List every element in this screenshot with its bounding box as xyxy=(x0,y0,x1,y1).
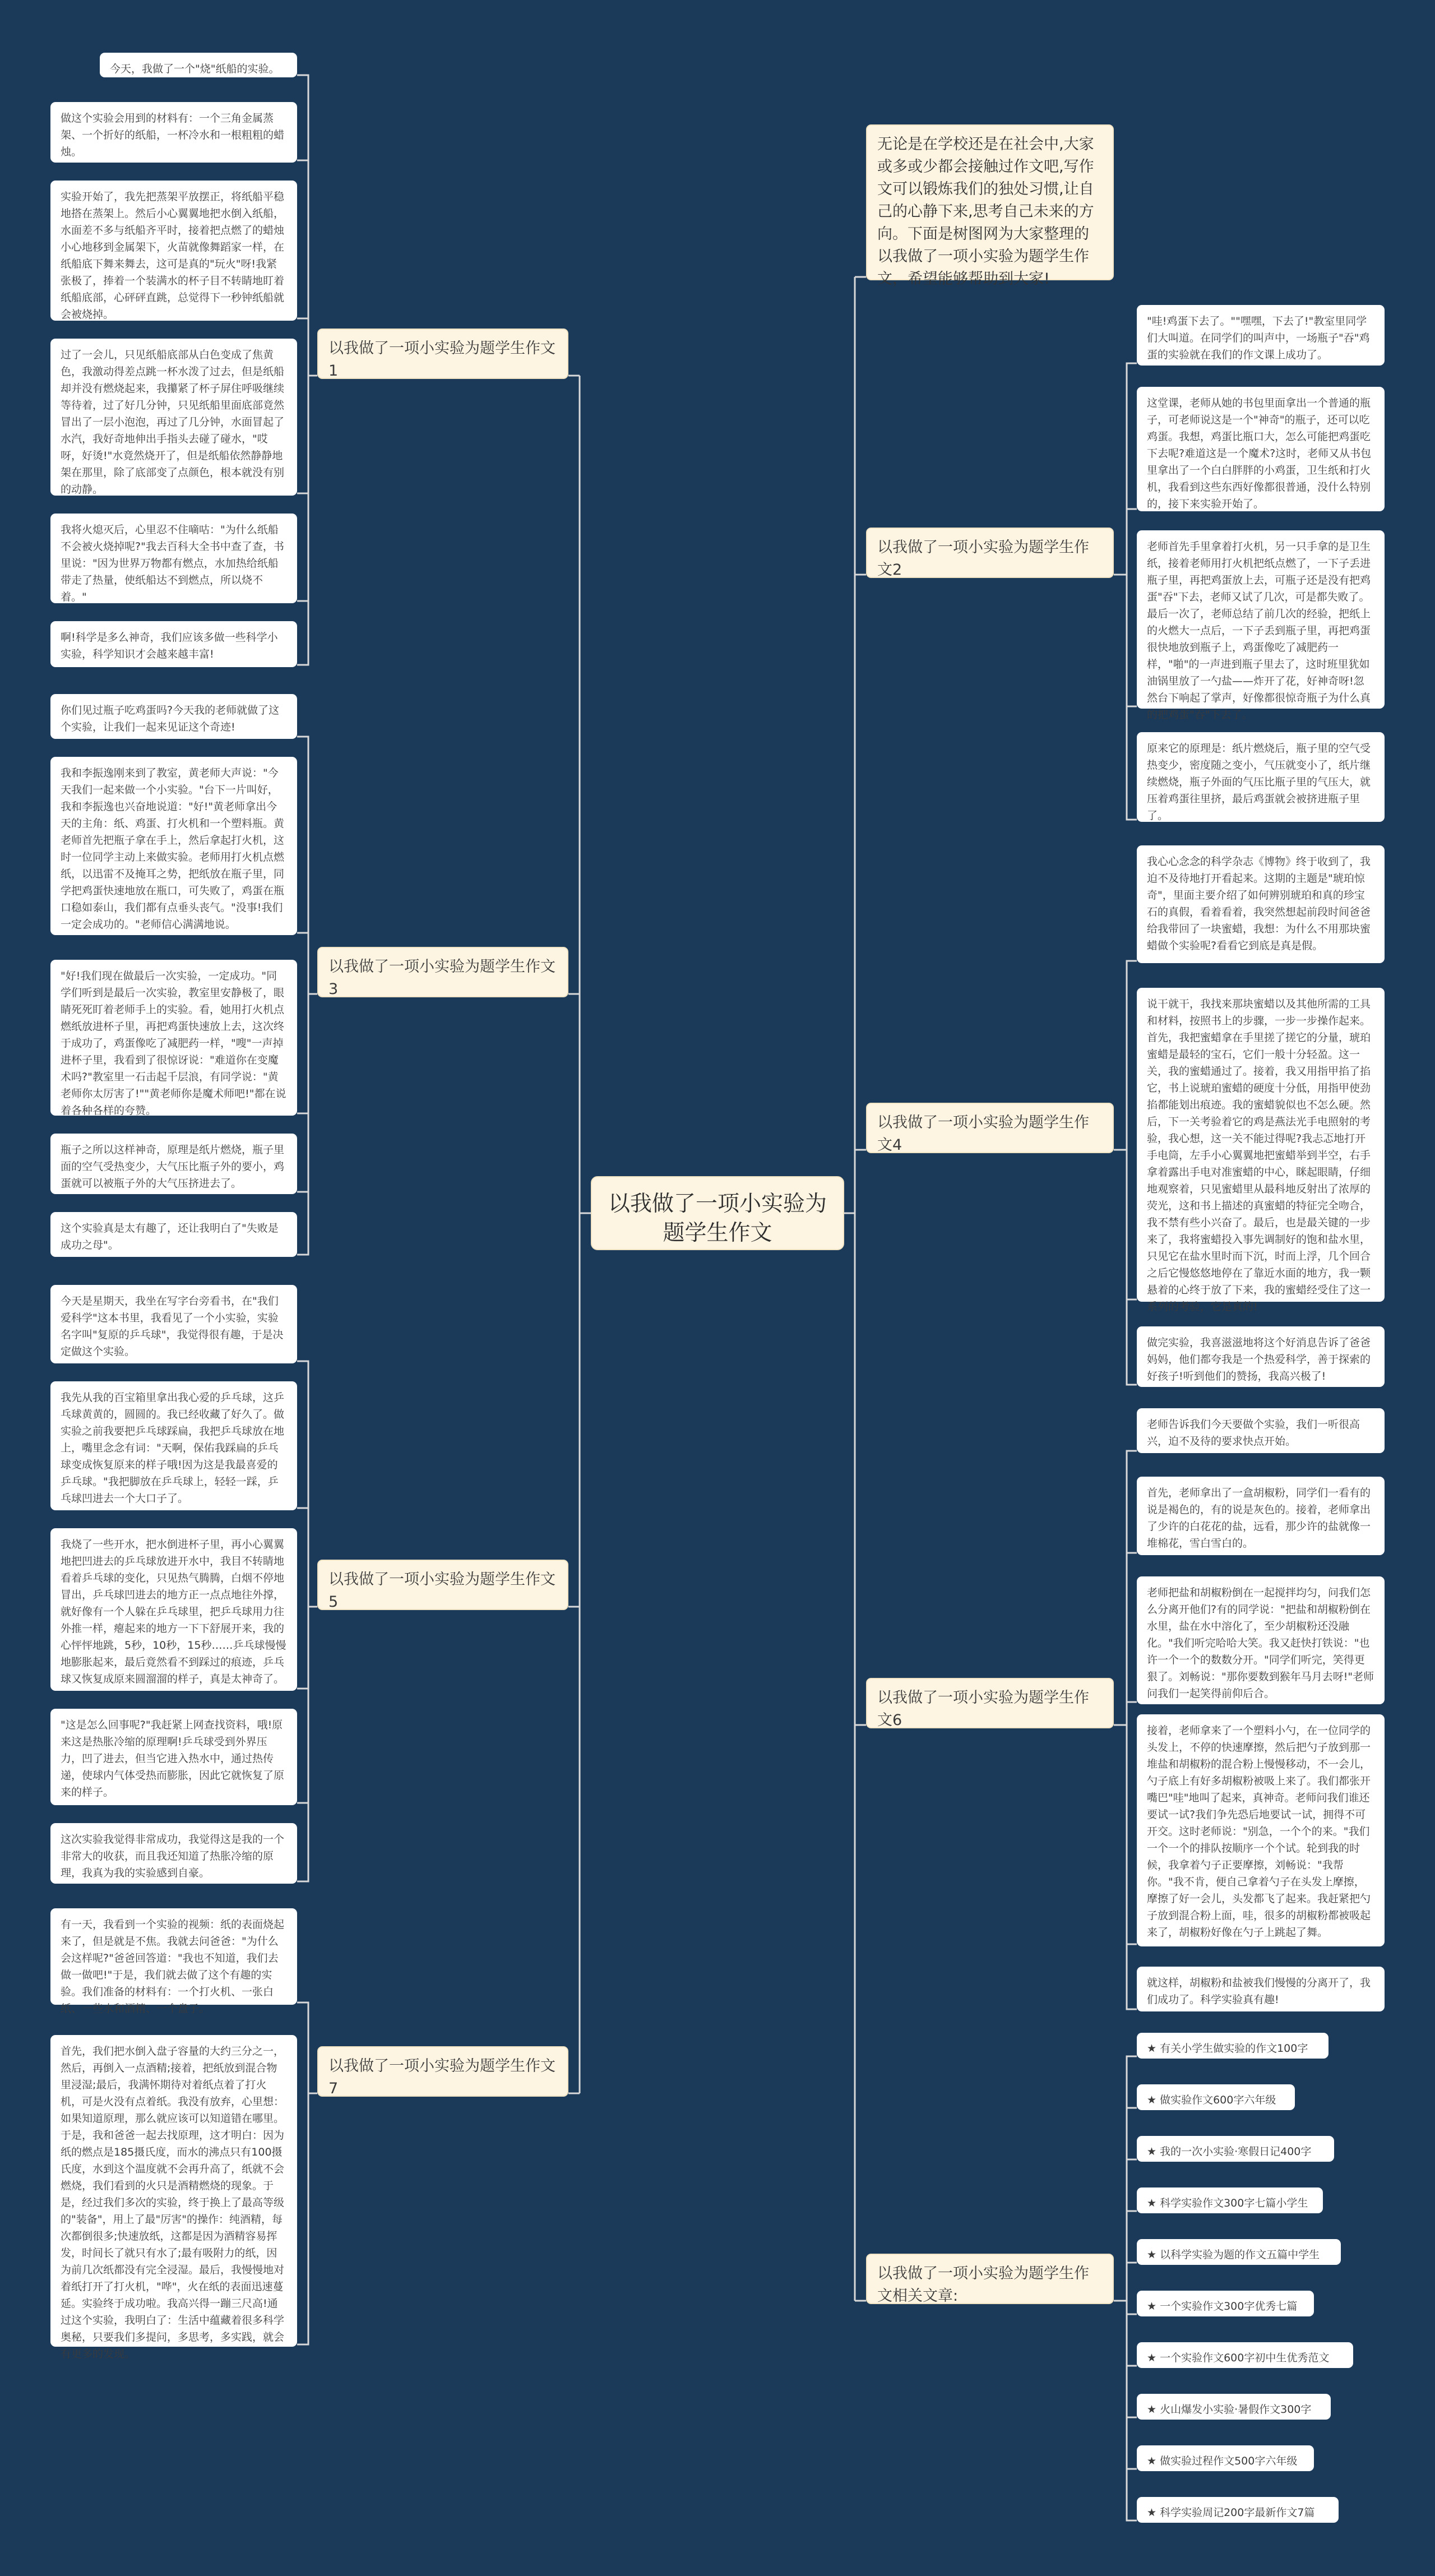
connector-line xyxy=(1114,575,1137,706)
text-card: 有一天，我看到一个实验的视频：纸的表面烧起来了，但是就是不焦。我就去问爸爸："为什么会这样呢?"爸爸回答道："我也不知道，我们去做一做吧!"于是，我们就去做了这个有趣的实验。我们准备的材料有：一个打火机、一张白纸、一些水和酒精、一个盘子。 xyxy=(50,1908,297,2005)
text-card: 就这样，胡椒粉和盐被我们慢慢的分离开了，我们成功了。科学实验真有趣! xyxy=(1137,1967,1385,2011)
branch-2[interactable]: 以我做了一项小实验为题学生作文2 xyxy=(866,528,1114,578)
connector-line xyxy=(855,1150,866,1213)
text-card: 首先，我们把水倒入盘子容量的大约三分之一，然后，再倒入一点酒精;接着，把纸放到混合物里浸湿;最后，我满怀期待对着纸点着了打火机，可是火没有点着纸。我没有放弃，心里想：如果知道原理，那么就应该可以知道错在哪里。于是，我和爸爸一起去找原理，这才明白：因为纸的燃点是185摄氏度，而水的沸点只有100摄氏度，水到这个温度就不会再升高了，纸就不会燃烧，我们看到的火只是酒精燃烧的现象。于是，经过我们多次的实验，终于换上了最高等级的"装备"，用上了最"厉害"的操作：纯酒精，每次都倒很多;快速放纸，这都是因为酒精容易挥发，时间长了就只有水了;最有吸附力的纸，因为前几次纸都没有完全浸湿。最后，我慢慢地对着纸打开了打火机，"哗"，火在纸的表面迅速蔓延。实验终于成功啦。我高兴得一蹦三尺高!通过这个实验，我明白了：生活中蕴藏着很多科学奥秘，只要我们多提问，多思考，多实践，就会有更多的发现。 xyxy=(50,2035,297,2347)
root-topic[interactable]: 以我做了一项小实验为题学生作文 xyxy=(591,1176,844,1250)
connector-line xyxy=(568,1213,580,1607)
connector-line xyxy=(297,1607,317,1881)
text-card: 你们见过瓶子吃鸡蛋吗?今天我的老师就做了这个实验，让我们一起来见证这个奇迹! xyxy=(50,694,297,739)
text-card: 这个实验真是太有趣了，还让我明白了"失败是成功之母"。 xyxy=(50,1212,297,1257)
related-link[interactable]: ★ 科学实验周记200字最新作文7篇 xyxy=(1137,2497,1339,2523)
text-card: 老师首先手里拿着打火机，另一只手拿的是卫生纸，接着老师用打火机把纸点燃了，一下子丢进瓶子里，再把鸡蛋放上去，可瓶子还是没有把鸡蛋"吞"下去，老师又试了几次，可是都失败了。最后一次了，老师总结了前几次的经验，把纸上的火燃大一点后，一下子丢到瓶子里，再把鸡蛋很快地放到瓶子上，鸡蛋像吃了减肥药一样，"啪"的一声进到瓶子里去了，这时班里犹如油锅里放了一勺盐——炸开了花，好神奇呀!忽然台下响起了掌声，好像都很惊奇瓶子为什么真的把鸡蛋"吞"下去了。 xyxy=(1137,530,1385,709)
connector-line xyxy=(1114,2159,1137,2301)
connector-line xyxy=(1114,961,1137,1150)
text-card: 说干就干，我找来那块蜜蜡以及其他所需的工具和材料，按照书上的步骤，一步一步操作起来。首先，我把蜜蜡拿在手里搓了搓它的分量，琥珀蜜蜡是最轻的宝石，它们一般十分轻盈。这一关，我的蜜蜡通过了。接着，我又用指甲掐了掐它，书上说琥珀蜜蜡的硬度十分低，用指甲使劲掐都能划出痕迹。我的蜜蜡貌似也不怎么硬。然后，下一关考验着它的鸡是燕法光手电照射的考验，我心想，这一关不能过得呢?我忐忑地打开手电筒，左手小心翼翼地把蜜蜡举到半空，右手拿着露出手电对准蜜蜡的中心，眯起眼睛，仔细地观察着，只见蜜蜡里从最科地反射出了浓厚的荧光，这和书上描述的真蜜蜡的特征完全吻合，我不禁有些小兴奋了。最后，也是最关键的一步来了，我将蜜蜡投入事先调制好的饱和盐水里，只见它在盐水里时而下沉，时而上浮，几个回合之后它慢悠悠地停在了靠近水面的地方，我一颗悬着的心终于放了下来，我的蜜蜡经受住了这一系列的考验，它是真的! xyxy=(1137,988,1385,1302)
connector-line xyxy=(1114,363,1137,575)
text-card: 我烧了一些开水，把水倒进杯子里，再小心翼翼地把凹进去的乒乓球放进开水中，我目不转睛地看着乒乓球的变化，只见热气腾腾，白烟不停地冒出，乒乓球凹进去的地方正一点点地往外撑，就好像有一个人躲在乒乓球里，把乒乓球用力往外推一样，瘪起来的地方一下下舒展开来，我的心怦怦地跳，5秒，10秒，15秒……乒乓球慢慢地膨胀起来，最后竟然看不到踩过的痕迹，乒乓球又恢复成原来圆溜溜的样子，真是太神奇了。 xyxy=(50,1528,297,1691)
text-card: 啊!科学是多么神奇，我们应该多做一些科学小实验，科学知识才会越来越丰富! xyxy=(50,621,297,667)
text-card: 瓶子之所以这样神奇，原理是纸片燃烧，瓶子里面的空气受热变少，大气压比瓶子外的要小，鸡蛋就可以被瓶子外的大气压挤进去了。 xyxy=(50,1134,297,1194)
connector-line xyxy=(297,737,317,994)
connector-line xyxy=(297,1361,317,1607)
connector-line xyxy=(1114,1150,1137,1385)
text-card: 我先从我的百宝箱里拿出我心爱的乒乓球，这乒乓球黄黄的，圆圆的。我已经收藏了好久了。做实验之前我要把乒乓球踩扁，我把乒乓球放在地上，嘴里念念有词："天啊，保佑我踩扁的乒乓球变成恢复原来的样子哦!因为这是我最喜爱的乒乓球。"我把脚放在乒乓球上，轻轻一踩，乒乓球凹进去一个大口子了。 xyxy=(50,1381,297,1510)
related-link[interactable]: ★ 科学实验作文300字七篇小学生 xyxy=(1137,2187,1323,2213)
connector-line xyxy=(1114,575,1137,820)
text-card: 实验开始了，我先把蒸架平放摆正，将纸船平稳地搭在蒸架上。然后小心翼翼地把水倒入纸船，水面差不多与纸船齐平时，接着把点燃了的蜡烛小心地移到金属架下，火苗就像舞蹈家一样，在纸船底下舞来舞去，这可是真的"玩火"呀!我紧张极了，捧着一个装满水的杯子目不转睛地盯着纸船底部，心砰砰直跳，总觉得下一秒钟纸船就会被烧掉。 xyxy=(50,181,297,321)
branch-1[interactable]: 以我做了一项小实验为题学生作文1 xyxy=(317,329,568,379)
connector-line xyxy=(1114,2301,1137,2314)
connector-line xyxy=(1114,1725,1137,2009)
text-card: 原来它的原理是：纸片燃烧后，瓶子里的空气受热变少，密度随之变小，气压就变小了，纸片继续燃烧，瓶子外面的气压比瓶子里的气压大，就压着鸡蛋往里挤，最后鸡蛋就会被挤进瓶子里了。 xyxy=(1137,732,1385,822)
connector-line xyxy=(297,994,317,1255)
text-card: 我心心念念的科学杂志《博物》终于收到了，我迫不及待地打开看起来。这期的主题是"琥珀惊奇"，里面主要介绍了如何辨别琥珀和真的珍宝石的真假，看着看着，我突然想起前段时间爸爸给我带回了一块蜜蜡，我想：为什么不用那块蜜蜡做个实验呢?看看它到底是真是假。 xyxy=(1137,845,1385,963)
text-card: 我和李振逸刚来到了教室，黄老师大声说："今天我们一起来做一个小实验。"台下一片叫好，我和李振逸也兴奋地说道："好!"黄老师拿出今天的主角：纸、鸡蛋、打火机和一个塑料瓶。黄老师首先把瓶子拿在手上，然后拿起打火机，这时一位同学主动上来做实验。老师用打火机点燃纸，以迅雷不及掩耳之势，把纸放在瓶子里，同学把鸡蛋快速地放在瓶口，可失败了，鸡蛋在瓶口稳如泰山，我们都有点垂头丧气。"没事!我们一定会成功的。"老师信心满满地说。 xyxy=(50,757,297,935)
text-card: 接着，老师拿来了一个塑料小勺，在一位同学的头发上，不停的快速摩擦，然后把勺子放到那一堆盐和胡椒粉的混合粉上慢慢移动，不一会儿，勺子底上有好多胡椒粉被吸上来了。我们都张开嘴巴"哇"地叫了起来，真神奇。老师问我们谁还要试一试?我们争先恐后地要试一试，拥得不可开交。这时老师说："别急，一个个的来。"我们一个一个的排队按顺序一个个试。轮到我的时候，我拿着勺子正要摩擦，刘畅说："我帮你。"我不肯，便自己拿着勺子在头发上摩擦，摩擦了好一会儿，头发都飞了起来。我赶紧把勺子放到混合粉上面，哇，很多的胡椒粉都被吸起来了，胡椒粉好像在勺子上跳起了舞。 xyxy=(1137,1714,1385,1946)
connector-line xyxy=(855,1213,866,1725)
connector-line xyxy=(297,160,317,376)
connector-line xyxy=(855,277,866,1213)
text-card: "好!我们现在做最后一次实验，一定成功。"同学们听到是最后一次实验，教室里安静极了，眼睛死死盯着老师手上的实验。看，她用打火机点燃纸放进杯子里，再把鸡蛋快速放上去，这次终于成功了，鸡蛋像吃了减肥药一样，"嗖"一声掉进杯子里，我看到了很惊讶说："难道你在变魔术吗?"教室里一石击起千层浪，有同学说："黄老师你太厉害了!""黄老师你是魔术师吧!"都在说着各种各样的夸赞。 xyxy=(50,960,297,1116)
text-card: 首先，老师拿出了一盒胡椒粉，同学们一看有的说是褐色的，有的说是灰色的。接着，老师拿出了少许的白花花的盐，远看，那少许的盐就像一堆棉花，雪白雪白的。 xyxy=(1137,1477,1385,1555)
text-card: 这次实验我觉得非常成功，我觉得这是我的一个非常大的收获，而且我还知道了热胀冷缩的原理，我真为我的实验感到自豪。 xyxy=(50,1823,297,1884)
related-link[interactable]: ★ 以科学实验为题的作文五篇中学生 xyxy=(1137,2239,1341,2265)
text-card: 做这个实验会用到的材料有：一个三角金属蒸架、一个折好的纸船，一杯冷水和一根粗粗的蜡烛。 xyxy=(50,102,297,163)
related-link[interactable]: ★ 一个实验作文600字初中生优秀范文 xyxy=(1137,2342,1353,2368)
related-link[interactable]: ★ 我的一次小实验·寒假日记400字 xyxy=(1137,2136,1334,2162)
text-card: 老师把盐和胡椒粉倒在一起搅拌均匀，问我们怎么分离开他们?有的同学说："把盐和胡椒粉倒在水里，盐在水中溶化了，至少胡椒粉还没融化。"我们听完哈哈大笑。我又赶快打铁说："也许一个一个的数数分开。"同学们听完，笑得更狠了。刘畅说："那你要数到猴年马月去呀!"老师问我们一起笑得前仰后合。 xyxy=(1137,1576,1385,1704)
connector-line xyxy=(855,1213,866,2301)
connector-line xyxy=(297,2002,317,2093)
connector-line xyxy=(568,376,580,1213)
text-card: "这是怎么回事呢?"我赶紧上网查找资料，哦!原来这是热胀冷缩的原理啊!乒乓球受到外界压力，凹了进去，但当它进入热水中，通过热传递，使球内气体受热而膨胀，因此它就恢复了原来的样子。 xyxy=(50,1709,297,1805)
branch-6[interactable]: 以我做了一项小实验为题学生作文6 xyxy=(866,1678,1114,1728)
branch-related[interactable]: 以我做了一项小实验为题学生作文相关文章: xyxy=(866,2254,1114,2304)
related-link[interactable]: ★ 有关小学生做实验的作文100字 xyxy=(1137,2033,1328,2059)
connector-line xyxy=(1114,509,1137,575)
connector-line xyxy=(1114,1702,1137,1725)
connector-line xyxy=(1114,2056,1137,2301)
connector-line xyxy=(1114,1150,1137,1299)
connector-line xyxy=(1114,2301,1137,2366)
connector-line xyxy=(297,318,317,376)
related-link[interactable]: ★ 做实验作文600字六年级 xyxy=(1137,2084,1295,2110)
connector-line xyxy=(297,994,317,1113)
text-card: 今天，我做了一个"烧"纸船的实验。 xyxy=(100,53,297,77)
text-card: 我将火熄灭后，心里忍不住嘀咕："为什么纸船不会被火烧掉呢?"我去百科大全书中查了查，书里说："因为世界万物都有燃点，水加热给纸船带走了热量，使纸船达不到燃点，所以烧不着。" xyxy=(50,514,297,603)
connector-line xyxy=(1114,1725,1137,1944)
connector-line xyxy=(568,1213,580,2093)
connector-line xyxy=(297,376,317,601)
connector-line xyxy=(1114,2263,1137,2301)
connector-line xyxy=(855,575,866,1213)
connector-line xyxy=(297,1508,317,1607)
branch-3[interactable]: 以我做了一项小实验为题学生作文3 xyxy=(317,947,568,997)
text-card: 过了一会儿，只见纸船底部从白色变成了焦黄色，我激动得差点跳一杯水泼了过去，但是纸船却并没有燃烧起来，我攥紧了杯子屏住呼吸继续等待着，过了好几分钟，只见纸船里面底部竟然冒出了一层小泡泡，再过了几分钟，水面冒起了水汽，我好奇地伸出手指头去碰了碰水，"哎呀，好烫!"水竟然烧开了，但是纸船依然静静地架在那里，除了底部变了点颜色，根本就没有别的动静。 xyxy=(50,339,297,496)
connector-line xyxy=(1114,2301,1137,2417)
connector-line xyxy=(297,994,317,1192)
connector-line xyxy=(297,1607,317,1689)
text-card: 做完实验，我喜滋滋地将这个好消息告诉了爸爸妈妈，他们都夸我是一个热爱科学，善于探索的好孩子!听到他们的赞扬，我高兴极了! xyxy=(1137,1326,1385,1387)
connector-line xyxy=(297,2093,317,2344)
related-link[interactable]: ★ 一个实验作文300字优秀七篇 xyxy=(1137,2291,1314,2316)
text-card: 今天是星期天，我坐在写字台旁看书，在"我们爱科学"这本书里，我看见了一个小实验，实验名字叫"复原的乒乓球"，我觉得很有趣，于是决定做这个实验。 xyxy=(50,1285,297,1363)
text-card: "哇!鸡蛋下去了。""嘿嘿，下去了!"教室里同学们大叫道。在同学们的叫声中，一场瓶子"吞"鸡蛋的实验就在我们的作文课上成功了。 xyxy=(1137,305,1385,366)
connector-line xyxy=(297,376,317,665)
connector-line xyxy=(297,933,317,994)
branch-7[interactable]: 以我做了一项小实验为题学生作文7 xyxy=(317,2046,568,2097)
connector-line xyxy=(297,1607,317,1803)
connector-line xyxy=(1114,2301,1137,2520)
connector-line xyxy=(297,75,317,376)
connector-line xyxy=(297,376,317,493)
related-link[interactable]: ★ 火山爆发小实验·暑假作文300字 xyxy=(1137,2394,1331,2420)
connector-line xyxy=(1114,2301,1137,2469)
text-card: 老师告诉我们今天要做个实验，我们一听很高兴，迫不及待的要求快点开始。 xyxy=(1137,1408,1385,1453)
intro-text: 无论是在学校还是在社会中,大家或多或少都会接触过作文吧,写作文可以锻炼我们的独处习惯,让自己的心静下来,思考自己未来的方向。下面是树图网为大家整理的以我做了一项小实验为题学生作文，希望能够帮助到大家! xyxy=(866,124,1114,280)
related-link[interactable]: ★ 做实验过程作文500字六年级 xyxy=(1137,2445,1314,2471)
connector-line xyxy=(1114,2108,1137,2301)
connector-line xyxy=(1114,2211,1137,2301)
branch-4[interactable]: 以我做了一项小实验为题学生作文4 xyxy=(866,1103,1114,1153)
text-card: 这堂课，老师从她的书包里面拿出一个普通的瓶子，可老师说这是一个"神奇"的瓶子，还可以吃鸡蛋。我想，鸡蛋比瓶口大，怎么可能把鸡蛋吃下去呢?难道这是一个魔术?这时，老师又从书包里拿出了一个白白胖胖的小鸡蛋，卫生纸和打火机，我看到这些东西好像都很普通，没什么特别的，接下来实验开始了。 xyxy=(1137,387,1385,511)
connector-line xyxy=(1114,1451,1137,1725)
connector-line xyxy=(568,994,580,1213)
branch-5[interactable]: 以我做了一项小实验为题学生作文5 xyxy=(317,1560,568,1610)
connector-line xyxy=(1114,1553,1137,1725)
